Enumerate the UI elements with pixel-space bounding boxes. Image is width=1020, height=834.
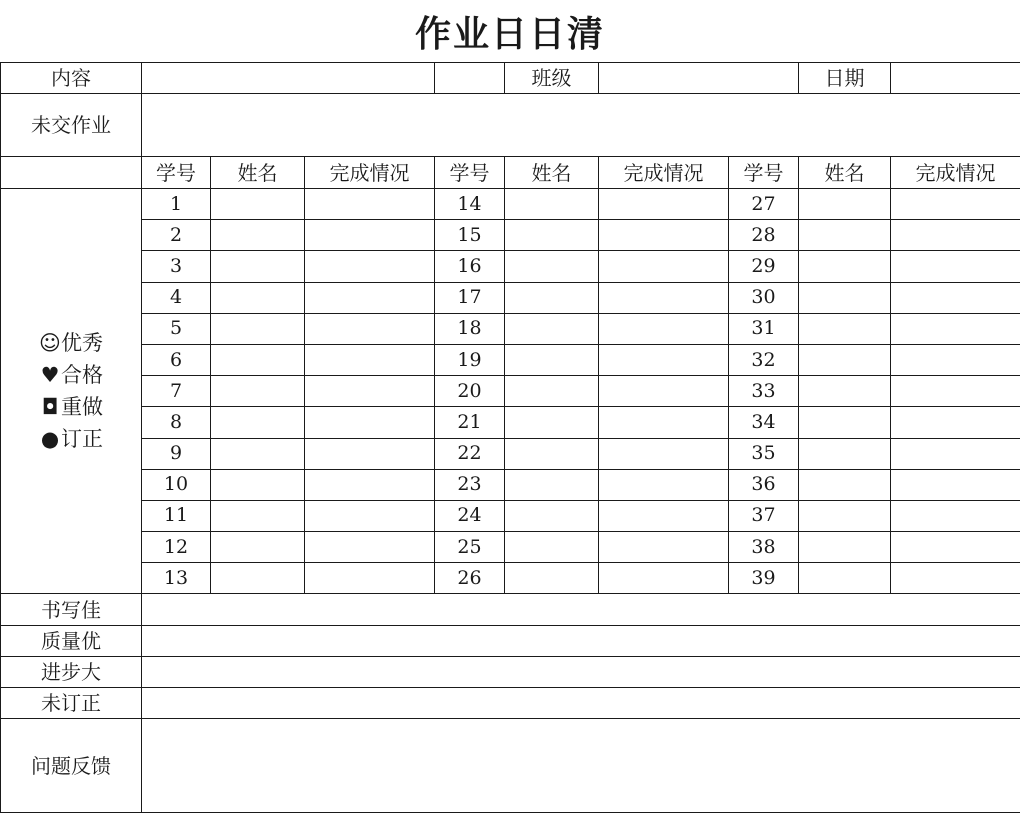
category-row [1, 594, 1020, 625]
category-label: 质量优 [1, 625, 142, 656]
date-label: 日期 [799, 63, 891, 94]
student-number-cell: 6 [142, 344, 211, 375]
student-number-cell: 22 [435, 438, 505, 469]
student-number-cell: 38 [729, 532, 799, 563]
completion-status-cell[interactable] [599, 500, 729, 531]
completion-status-cell[interactable] [599, 282, 729, 313]
student-number-cell: 37 [729, 500, 799, 531]
student-number-cell: 32 [729, 344, 799, 375]
student-name-cell[interactable] [505, 251, 599, 282]
table-row [1, 376, 1020, 407]
completion-status-cell[interactable] [599, 563, 729, 594]
student-name-cell[interactable] [505, 344, 599, 375]
completion-status-cell[interactable] [599, 407, 729, 438]
table-row [1, 438, 1020, 469]
student-name-cell[interactable] [505, 189, 599, 220]
student-name-cell[interactable] [211, 282, 305, 313]
student-number-cell: 1 [142, 189, 211, 220]
student-name-cell[interactable] [799, 344, 891, 375]
student-name-cell[interactable] [211, 344, 305, 375]
table-row [1, 220, 1020, 251]
unsubmitted-row [1, 94, 1020, 157]
student-name-cell[interactable] [505, 313, 599, 344]
legend [39, 327, 103, 455]
student-name-cell[interactable] [211, 500, 305, 531]
legend-label: 合格 [61, 363, 103, 388]
col-header-name-1: 姓名 [211, 157, 305, 189]
completion-status-cell[interactable] [599, 220, 729, 251]
student-name-cell[interactable] [211, 220, 305, 251]
col-header-student-no-3: 学号 [729, 157, 799, 189]
student-number-cell: 11 [142, 500, 211, 531]
student-name-cell[interactable] [505, 282, 599, 313]
student-number-cell: 36 [729, 469, 799, 500]
col-header-status-2: 完成情况 [599, 157, 729, 189]
completion-status-cell[interactable] [891, 563, 1020, 594]
student-name-cell[interactable] [799, 220, 891, 251]
student-number-cell: 3 [142, 251, 211, 282]
completion-status-cell[interactable] [599, 344, 729, 375]
student-name-cell[interactable] [799, 500, 891, 531]
completion-status-cell[interactable] [599, 313, 729, 344]
student-number-cell: 23 [435, 469, 505, 500]
unsubmitted-label: 未交作业 [1, 94, 142, 157]
student-number-cell: 27 [729, 189, 799, 220]
completion-status-cell[interactable] [891, 189, 1020, 220]
content-label: 内容 [1, 63, 142, 94]
student-name-cell[interactable] [505, 532, 599, 563]
category-field[interactable] [142, 625, 1020, 656]
student-number-cell: 5 [142, 313, 211, 344]
student-name-cell[interactable] [505, 376, 599, 407]
date-field[interactable] [891, 63, 1020, 94]
student-rows [1, 189, 1020, 594]
col-header-status-1: 完成情况 [305, 157, 435, 189]
completion-status-cell[interactable] [891, 344, 1020, 375]
feedback-field[interactable] [142, 719, 1020, 813]
category-field[interactable] [142, 656, 1020, 687]
column-header-row [1, 157, 1020, 189]
student-number-cell: 10 [142, 469, 211, 500]
student-name-cell[interactable] [211, 376, 305, 407]
completion-status-cell[interactable] [891, 438, 1020, 469]
student-number-cell: 8 [142, 407, 211, 438]
completion-status-cell[interactable] [891, 532, 1020, 563]
completion-status-cell[interactable] [305, 407, 435, 438]
student-number-cell: 31 [729, 313, 799, 344]
student-number-cell: 7 [142, 376, 211, 407]
student-name-cell[interactable] [211, 438, 305, 469]
student-number-cell: 34 [729, 407, 799, 438]
student-name-cell[interactable] [799, 189, 891, 220]
student-number-cell: 4 [142, 282, 211, 313]
student-number-cell: 17 [435, 282, 505, 313]
table-row [1, 500, 1020, 531]
table-row [1, 407, 1020, 438]
unsubmitted-field[interactable] [142, 94, 1020, 157]
completion-status-cell[interactable] [305, 313, 435, 344]
student-number-cell: 9 [142, 438, 211, 469]
feedback-row [1, 719, 1020, 813]
student-name-cell[interactable] [211, 313, 305, 344]
student-name-cell[interactable] [799, 313, 891, 344]
student-name-cell[interactable] [211, 189, 305, 220]
student-number-cell: 21 [435, 407, 505, 438]
student-number-cell: 33 [729, 376, 799, 407]
student-name-cell[interactable] [505, 407, 599, 438]
legend-label: 优秀 [61, 331, 103, 356]
table-row [1, 469, 1020, 500]
table-row [1, 532, 1020, 563]
legend-label: 重做 [61, 395, 103, 420]
heart-icon: ♥ [40, 363, 60, 388]
student-number-cell: 39 [729, 563, 799, 594]
completion-status-cell[interactable] [891, 251, 1020, 282]
completion-status-cell[interactable] [305, 500, 435, 531]
student-number-cell: 19 [435, 344, 505, 375]
table-row [1, 189, 1020, 220]
class-label: 班级 [505, 63, 599, 94]
student-name-cell[interactable] [211, 532, 305, 563]
student-name-cell[interactable] [799, 282, 891, 313]
student-number-cell: 35 [729, 438, 799, 469]
completion-status-cell[interactable] [305, 563, 435, 594]
student-name-cell[interactable] [799, 251, 891, 282]
category-label: 进步大 [1, 656, 142, 687]
page-title: 作业日日清 [414, 13, 605, 55]
completion-status-cell[interactable] [305, 532, 435, 563]
legend-cell [1, 189, 142, 594]
completion-status-cell[interactable] [599, 189, 729, 220]
student-name-cell[interactable] [211, 563, 305, 594]
completion-status-cell[interactable] [305, 438, 435, 469]
class-field[interactable] [599, 63, 799, 94]
completion-status-cell[interactable] [305, 220, 435, 251]
homework-sheet [0, 62, 1020, 813]
category-label: 未订正 [1, 688, 142, 719]
header-row [1, 63, 1020, 94]
table-row [1, 344, 1020, 375]
completion-status-cell[interactable] [891, 500, 1020, 531]
student-number-cell: 13 [142, 563, 211, 594]
completion-status-cell[interactable] [599, 438, 729, 469]
student-name-cell[interactable] [505, 220, 599, 251]
student-number-cell: 16 [435, 251, 505, 282]
table-row [1, 251, 1020, 282]
completion-status-cell[interactable] [305, 469, 435, 500]
legend-item-correct [39, 423, 103, 455]
legend-item-excellent [39, 327, 103, 359]
student-name-cell[interactable] [505, 438, 599, 469]
legend-item-redo [39, 391, 103, 423]
col-header-name-2: 姓名 [505, 157, 599, 189]
table-row [1, 282, 1020, 313]
category-row [1, 688, 1020, 719]
student-name-cell[interactable] [211, 469, 305, 500]
col-header-student-no-1: 学号 [142, 157, 211, 189]
completion-status-cell[interactable] [891, 469, 1020, 500]
col-header-status-3: 完成情况 [891, 157, 1020, 189]
col-header-student-no-2: 学号 [435, 157, 505, 189]
feedback-label: 问题反馈 [1, 719, 142, 813]
student-name-cell[interactable] [799, 532, 891, 563]
category-row [1, 656, 1020, 687]
student-name-cell[interactable] [799, 376, 891, 407]
legend-item-pass [39, 359, 103, 391]
completion-status-cell[interactable] [599, 532, 729, 563]
completion-status-cell[interactable] [891, 407, 1020, 438]
student-name-cell[interactable] [799, 469, 891, 500]
blank-corner-cell [1, 157, 142, 189]
col-header-name-3: 姓名 [799, 157, 891, 189]
student-name-cell[interactable] [799, 438, 891, 469]
student-number-cell: 2 [142, 220, 211, 251]
content-extra-field[interactable] [435, 63, 505, 94]
student-number-cell: 12 [142, 532, 211, 563]
dot-icon: ● [40, 427, 60, 452]
square-icon: ◘ [41, 395, 59, 420]
category-field[interactable] [142, 594, 1020, 625]
student-number-cell: 15 [435, 220, 505, 251]
category-field[interactable] [142, 688, 1020, 719]
completion-status-cell[interactable] [891, 376, 1020, 407]
student-number-cell: 18 [435, 313, 505, 344]
student-name-cell[interactable] [505, 500, 599, 531]
completion-status-cell[interactable] [891, 220, 1020, 251]
table-row [1, 313, 1020, 344]
completion-status-cell[interactable] [305, 251, 435, 282]
student-number-cell: 30 [729, 282, 799, 313]
completion-status-cell[interactable] [305, 376, 435, 407]
table-row [1, 563, 1020, 594]
completion-status-cell[interactable] [305, 189, 435, 220]
student-number-cell: 26 [435, 563, 505, 594]
completion-status-cell[interactable] [891, 282, 1020, 313]
student-number-cell: 28 [729, 220, 799, 251]
student-number-cell: 29 [729, 251, 799, 282]
legend-label: 订正 [61, 427, 103, 452]
student-name-cell[interactable] [799, 563, 891, 594]
student-name-cell[interactable] [211, 251, 305, 282]
completion-status-cell[interactable] [599, 251, 729, 282]
student-number-cell: 25 [435, 532, 505, 563]
category-rows [1, 594, 1020, 719]
category-label: 书写佳 [1, 594, 142, 625]
completion-status-cell[interactable] [599, 469, 729, 500]
content-field[interactable] [142, 63, 435, 94]
student-name-cell[interactable] [505, 563, 599, 594]
student-number-cell: 24 [435, 500, 505, 531]
student-name-cell[interactable] [211, 407, 305, 438]
student-name-cell[interactable] [505, 469, 599, 500]
student-name-cell[interactable] [799, 407, 891, 438]
completion-status-cell[interactable] [599, 376, 729, 407]
completion-status-cell[interactable] [305, 344, 435, 375]
smiley-icon: ☺ [39, 331, 61, 356]
completion-status-cell[interactable] [891, 313, 1020, 344]
completion-status-cell[interactable] [305, 282, 435, 313]
student-number-cell: 14 [435, 189, 505, 220]
category-row [1, 625, 1020, 656]
student-number-cell: 20 [435, 376, 505, 407]
